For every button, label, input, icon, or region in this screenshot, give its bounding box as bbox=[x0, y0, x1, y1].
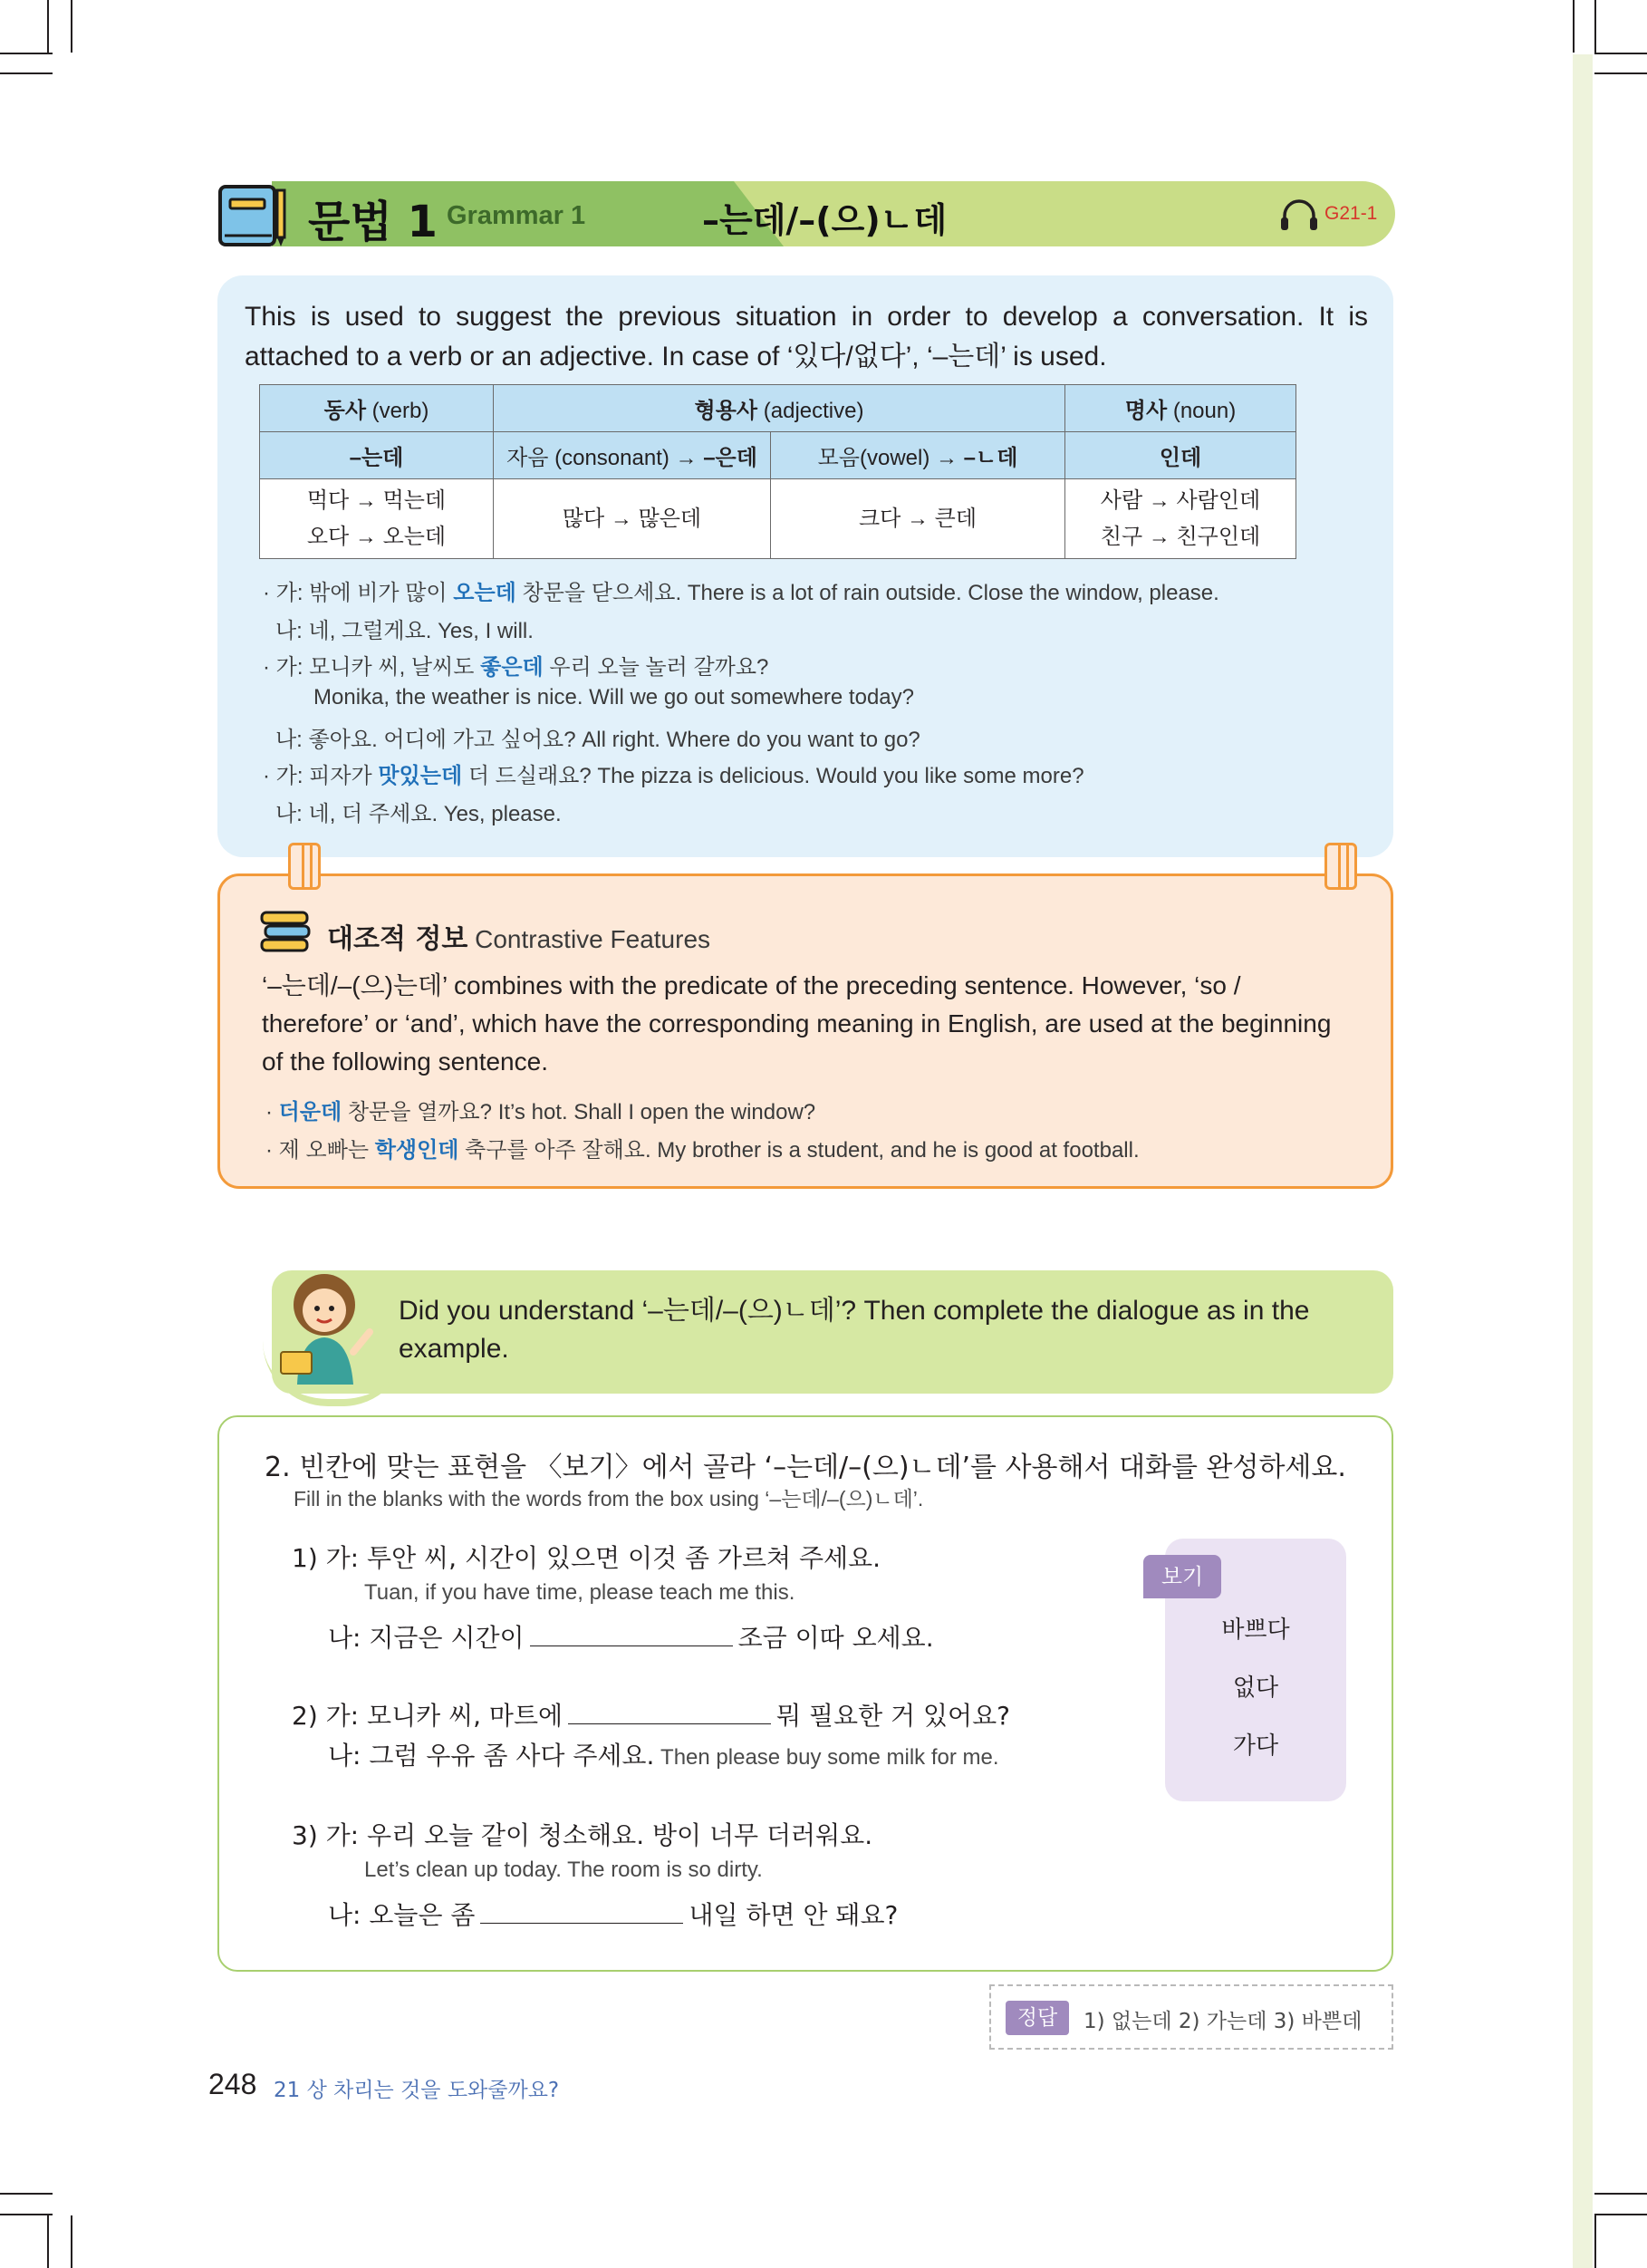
chapter-title: 21 상 차리는 것을 도와줄까요? bbox=[274, 2079, 560, 2102]
crop-mark bbox=[0, 2214, 53, 2215]
question-3-a-translation: Let’s clean up today. The room is so dirty. bbox=[364, 1858, 763, 1882]
grammar-intro: This is used to suggest the previous situation in order to develop a conversation. It is attached to a verb or an adjective. In case of ‘있다/없다’, ‘–는데’ is used. bbox=[245, 302, 1368, 372]
table-row bbox=[260, 479, 1296, 559]
question-1-a-translation: Tuan, if you have time, please teach me this. bbox=[364, 1580, 795, 1605]
crop-mark bbox=[0, 53, 53, 54]
table-cell: –는데 bbox=[260, 432, 494, 479]
crop-mark bbox=[1594, 0, 1596, 53]
crop-mark bbox=[1594, 2215, 1596, 2268]
book-icon bbox=[217, 181, 288, 248]
grammar-title: 문법 1 bbox=[308, 197, 438, 247]
crop-mark bbox=[1594, 53, 1647, 54]
crop-mark bbox=[0, 72, 53, 74]
books-stack-icon bbox=[260, 911, 311, 954]
question-2-b: 나: 그럼 우유 좀 사다 주세요. Then please buy some milk for me. bbox=[328, 1741, 999, 1771]
headphones-icon[interactable] bbox=[1279, 196, 1319, 232]
example-line: · 가: 피자가 맛있는데 더 드실래요? The pizza is delicious. Would you like some more? bbox=[263, 764, 1084, 788]
table-header-adjective: 형용사 (adjective) bbox=[494, 385, 1065, 432]
question-1-b: 나: 지금은 시간이 조금 이따 오세요. bbox=[328, 1623, 934, 1653]
audio-track-code[interactable]: G21-1 bbox=[1324, 203, 1378, 224]
word-option: 없다 bbox=[1232, 1674, 1279, 1702]
crop-mark bbox=[0, 2193, 53, 2195]
contrastive-features-box bbox=[217, 873, 1393, 1189]
question-3-a: 3) 가: 우리 오늘 같이 청소해요. 방이 너무 더러워요. bbox=[292, 1820, 873, 1850]
question-2-a: 2) 가: 모니카 씨, 마트에 뭐 필요한 거 있어요? bbox=[292, 1701, 1011, 1731]
table-cell: 모음(vowel) → –ㄴ데 bbox=[771, 432, 1065, 479]
crop-mark bbox=[1594, 72, 1647, 74]
binder-clip bbox=[288, 843, 321, 890]
answer-key-label: 정답 bbox=[1006, 2001, 1069, 2035]
example-line: 나: 네, 그럴게요. Yes, I will. bbox=[275, 619, 534, 643]
exercise-box bbox=[217, 1415, 1393, 1972]
answer-blank[interactable] bbox=[568, 1704, 771, 1724]
example-line: · 가: 모니카 씨, 날씨도 좋은데 우리 오늘 놀러 갈까요? bbox=[263, 655, 769, 680]
contrastive-example: · 더운데 창문을 열까요? It’s hot. Shall I open the window? bbox=[265, 1100, 816, 1124]
answer-blank[interactable] bbox=[530, 1626, 733, 1646]
example-line: 나: 좋아요. 어디에 가고 싶어요? All right. Where do you want to go? bbox=[275, 728, 920, 752]
table-header-verb: 동사 (verb) bbox=[260, 385, 494, 432]
crop-mark bbox=[1594, 2214, 1647, 2215]
crop-mark bbox=[71, 0, 72, 53]
table-header-noun: 명사 (noun) bbox=[1065, 385, 1296, 432]
crop-mark bbox=[1573, 0, 1575, 53]
example-line: · 가: 밖에 비가 많이 오는데 창문을 닫으세요. There is a lot of rain outside. Close the window, please. bbox=[263, 581, 1219, 605]
example-line: 나: 네, 더 주세요. Yes, please. bbox=[275, 802, 562, 826]
grammar-header bbox=[217, 181, 1395, 246]
contrastive-example: · 제 오빠는 학생인데 축구를 아주 잘해요. My brother is a student, and he is good at football. bbox=[265, 1138, 1140, 1163]
table-row bbox=[260, 432, 1296, 479]
crop-mark bbox=[71, 2215, 72, 2268]
answer-key-text: 1) 없는데 2) 가는데 3) 바쁜데 bbox=[1084, 2010, 1363, 2033]
grammar-subtitle: Grammar 1 bbox=[447, 201, 586, 230]
table-row bbox=[260, 385, 1296, 432]
contrastive-title: 대조적 정보 Contrastive Features bbox=[327, 923, 711, 955]
answer-key bbox=[989, 1984, 1393, 2050]
table-cell: 사람 → 사람인데 친구 → 친구인데 bbox=[1065, 479, 1296, 559]
crop-mark bbox=[47, 2215, 49, 2268]
question-1-a: 1) 가: 투안 씨, 시간이 있으면 이것 좀 가르쳐 주세요. bbox=[292, 1543, 881, 1573]
exercise-title: 2. 빈칸에 맞는 표현을 〈보기〉에서 골라 ‘–는데/–(으)ㄴ데’를 사용해서 대화를 완성하세요. bbox=[265, 1452, 1346, 1483]
table-cell: 많다 → 많은데 bbox=[494, 479, 771, 559]
prompt-text: Did you understand ‘–는데/–(으)ㄴ데’? Then complete the dialogue as in the example. bbox=[399, 1296, 1310, 1364]
question-3-b: 나: 오늘은 좀 내일 하면 안 돼요? bbox=[328, 1900, 899, 1930]
table-cell: 인데 bbox=[1065, 432, 1296, 479]
word-option: 바쁘다 bbox=[1221, 1617, 1290, 1644]
teacher-illustration bbox=[272, 1269, 380, 1386]
page-number: 248 bbox=[208, 2068, 257, 2100]
example-line: Monika, the weather is nice. Will we go out somewhere today? bbox=[313, 685, 914, 709]
crop-mark bbox=[1594, 2193, 1647, 2195]
binder-clip bbox=[1324, 843, 1357, 890]
page-edge-strip bbox=[1573, 54, 1593, 2268]
word-box-label: 보기 bbox=[1143, 1555, 1221, 1598]
grammar-note-box bbox=[217, 275, 1393, 857]
crop-mark bbox=[47, 0, 49, 53]
answer-blank[interactable] bbox=[480, 1904, 683, 1924]
table-cell: 먹다 → 먹는데 오다 → 오는데 bbox=[260, 479, 494, 559]
word-option: 가다 bbox=[1232, 1732, 1279, 1760]
contrastive-body: ‘–는데/–(으)는데’ combines with the predicate of the preceding sentence. However, ‘so / therefore’ or ‘and’, which have the corresponding meaning in English, are used at the beginning of the following sentence. bbox=[262, 971, 1332, 1076]
grammar-pattern: –는데/–(으)ㄴ데 bbox=[702, 200, 948, 240]
table-cell: 자음 (consonant) → –은데 bbox=[494, 432, 771, 479]
table-cell: 크다 → 큰데 bbox=[771, 479, 1065, 559]
conjugation-table bbox=[259, 384, 1296, 559]
exercise-subtitle: Fill in the blanks with the words from the box using ‘–는데/–(으)ㄴ데’. bbox=[294, 1487, 924, 1510]
